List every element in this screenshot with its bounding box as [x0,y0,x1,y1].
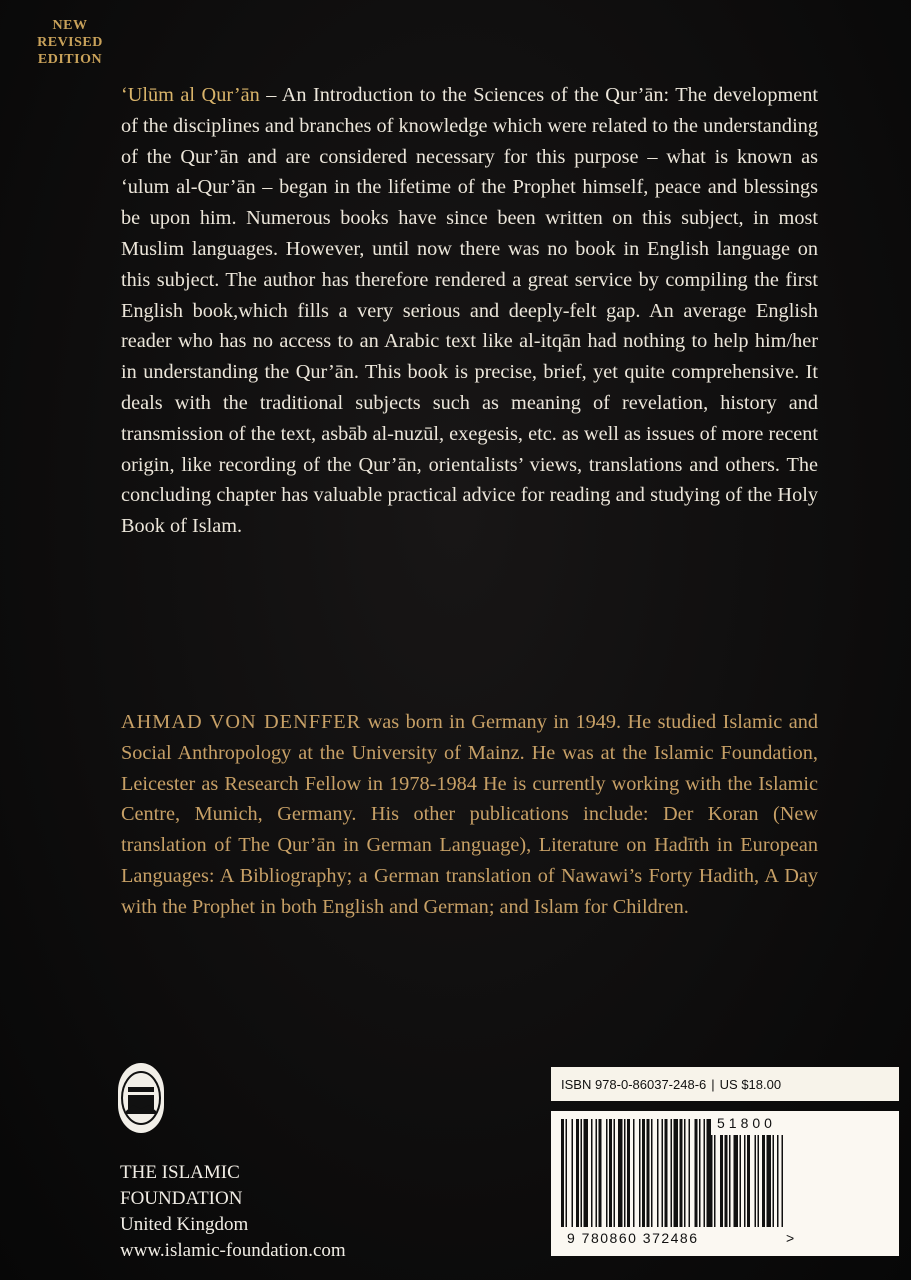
author-bio [121,707,818,923]
kaaba-logo-icon [118,1063,164,1133]
publisher-website: www.islamic-foundation.com [120,1240,346,1261]
book-title: ‘Ulūm al Qur’ān [121,84,260,106]
edition-line-3: EDITION [37,52,103,67]
barcode-digits: 9 780860 372486 [567,1230,699,1246]
publisher-country: United Kingdom [120,1214,249,1235]
isbn-price-label [551,1067,899,1101]
publisher-name-line-1: THE ISLAMIC [120,1162,240,1183]
price: US $18.00 [719,1076,782,1092]
publisher-name-line-2: FOUNDATION [120,1188,243,1209]
isbn-separator: | [711,1076,715,1092]
edition-line-1: NEW [52,18,88,33]
book-description [121,80,818,542]
barcode-addon-digits: 51800 [717,1115,776,1131]
barcode-chevron: > [786,1230,795,1246]
publisher-info [120,1160,440,1264]
description-text: – An Introduction to the Sciences of the Qur’ān: The development of the disciplines and branches of knowledge which were related to the understanding of the Qur’ān and are considered necessary for this purpose – what is known as ‘ulum al-Qur’ān – began in the lifetime of the Prophet himself, peace and blessings be upon him. Numerous books have since been written on this subject, in most Muslim languages. However, until now there was no book in English language on this subject. The author has therefore rendered a great service by compiling the first English book,which fills a very serious and deeply-felt gap. An average English reader who has no access to an Arabic text like al-itqān had nothing to help him/her in understanding the Qur’ān. This book is precise, brief, yet quite comprehensive. It deals with the traditional subjects such as meaning of revelation, history and transmission of the text, asbāb al-nuzūl, exegesis, etc. as well as issues of more recent origin, like recording of the Qur’ān, orientalists’ views, translations and others. The concluding chapter has valuable practical advice for reading and studying of the Holy Book of Islam. [121,84,819,538]
author-name: AHMAD VON DENFFER [121,711,362,733]
edition-line-2: REVISED [37,35,103,50]
isbn-number: ISBN 978-0-86037-248-6 [561,1076,707,1092]
barcode [551,1111,899,1256]
author-bio-text: was born in Germany in 1949. He studied Islamic and Social Anthropology at the University of Mainz. He was at the Islamic Foundation, Leicester as Research Fellow in 1978-1984 He is currently working with the Islamic Centre, Munich, Germany. His other publications include: Der Koran (New translation of The Qur’ān in German Language), Literature on Hadīth in European Languages: A Bibliography; a German translation of Nawawi’s Forty Hadith, A Day with the Prophet in both English and German; and Islam for Children. [121,711,818,918]
edition-label [20,17,120,68]
